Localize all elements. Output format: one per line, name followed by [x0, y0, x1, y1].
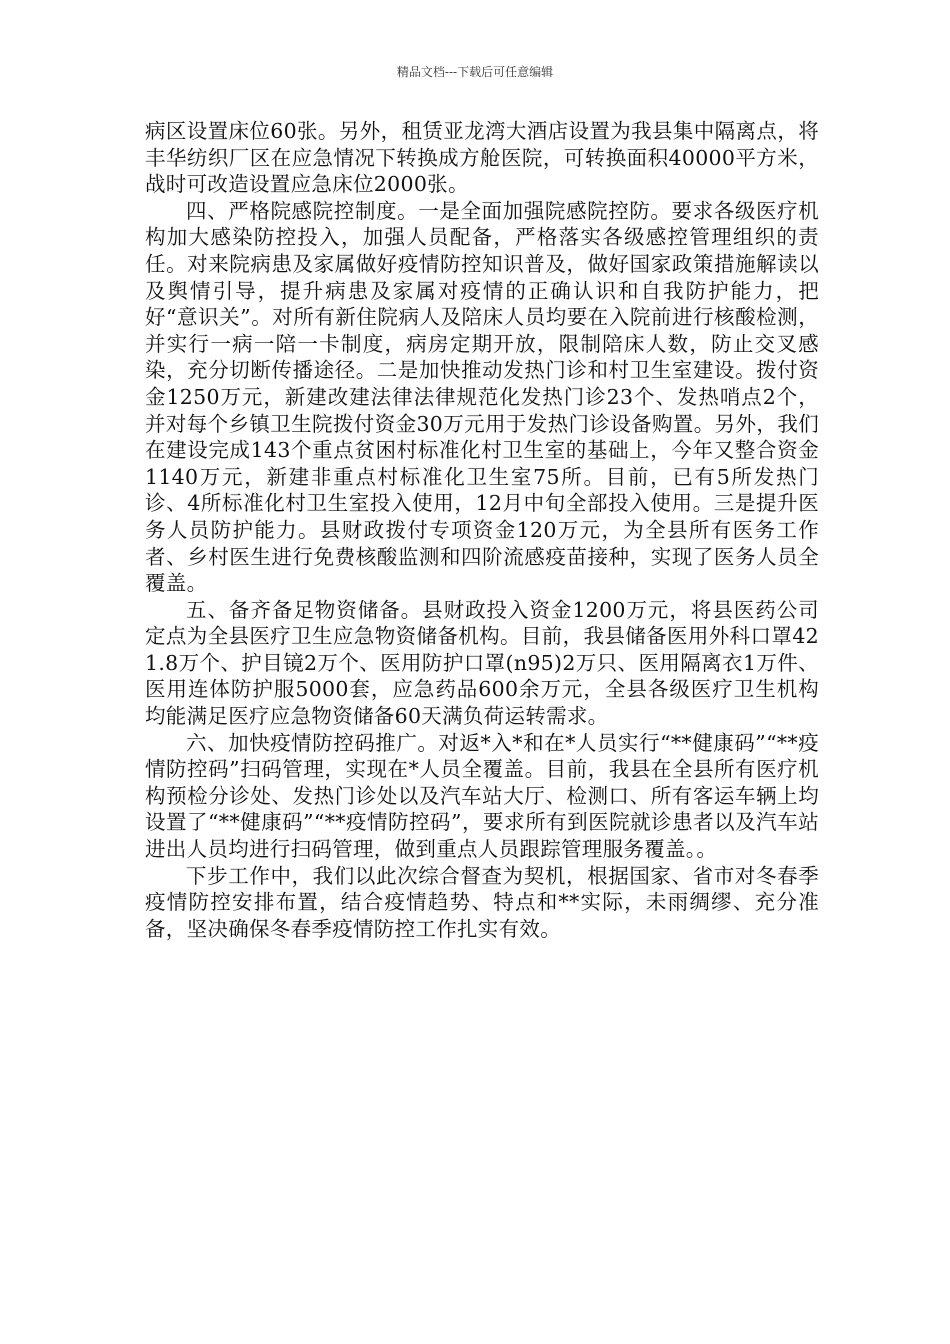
- paragraph-section-six: 六、加快疫情防控码推广。对返*入*和在*人员实行“**健康码”“**疫情防控码”扫码管理，实现在*人员全覆盖。目前，我县在全县所有医疗机构预检分诊处、发热门诊处以及汽车站大厅、检测口、所有客运车辆上均设置了“**健康码”“**疫情防控码”，要求所有到医院就诊患者以及汽车站进出人员均进行扫码管理，做到重点人员跟踪管理服务覆盖。。: [145, 730, 819, 862]
- page-header: 精品文档---下载后可任意编辑: [396, 65, 554, 79]
- paragraph-continuation: 病区设置床位60张。另外，租赁亚龙湾大酒店设置为我县集中隔离点，将丰华纺织厂区在应急情况下转换成方舱医院，可转换面积40000平方米，战时可改造设置应急床位2000张。: [145, 119, 819, 197]
- paragraph-next-steps: 下步工作中，我们以此次综合督查为契机，根据国家、省市对冬春季疫情防控安排布置，结合疫情趋势、特点和**实际，未雨绸缪、充分准备，坚决确保冬春季疫情防控工作扎实有效。: [145, 863, 819, 941]
- paragraph-section-four: 四、严格院感院控制度。一是全面加强院感院控防。要求各级医疗机构加大感染防控投入，加强人员配备，严格落实各级感控管理组织的责任。对来院病患及家属做好疫情防控知识普及，做好国家政策措施解读以及舆情引导，提升病患及家属对疫情的正确认识和自我防护能力，把好“意识关”。对所有新住院病人及陪床人员均要在入院前进行核酸检测，并实行一病一陪一卡制度，病房定期开放，限制陪床人数，防止交叉感染，充分切断传播途径。二是加快推动发热门诊和村卫生室建设。拨付资金1250万元，新建改建法律法律规范化发热门诊23个、发热哨点2个，并对每个乡镇卫生院拨付资金30万元用于发热门诊设备购置。另外，我们在建设完成143个重点贫困村标准化村卫生室的基础上，今年又整合资金1140万元，新建非重点村标准化卫生室75所。目前，已有5所发热门诊、4所标准化村卫生室投入使用，12月中旬全部投入使用。三是提升医务人员防护能力。县财政拨付专项资金120万元，为全县所有医务工作者、乡村医生进行免费核酸监测和四阶流感疫苗接种，实现了医务人员全覆盖。: [145, 198, 819, 596]
- paragraph-section-five: 五、备齐备足物资储备。县财政投入资金1200万元，将县医药公司定点为全县医疗卫生应急物资储备机构。目前，我县储备医用外科口罩421.8万个、护目镜2万个、医用防护口罩(n95)2万只、医用隔离衣1万件、医用连体防护服5000套，应急药品600余万元，全县各级医疗卫生机构均能满足医疗应急物资储备60天满负荷运转需求。: [145, 597, 819, 729]
- document-body: [145, 118, 819, 942]
